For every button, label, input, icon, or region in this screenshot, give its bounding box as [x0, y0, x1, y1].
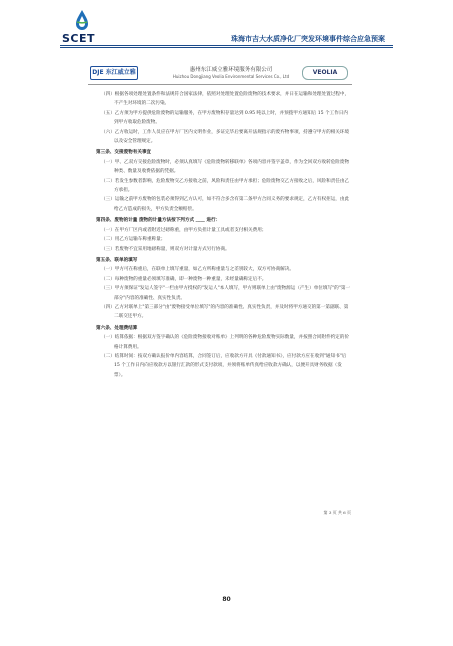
document-title: 珠海市吉大水质净化厂突发环境事件综合应急预案 — [231, 35, 385, 43]
clause-paragraph: （三）若废物不宜采用地磅称量，则双方对计量方式另行协商。 — [101, 246, 230, 252]
page-number: 80 — [222, 596, 231, 603]
section-heading: 第六条、处理费结算 — [96, 325, 138, 331]
clause-paragraph: （一）甲、乙双方交接危险废物时，必须认真填写《危险废物转移联单》各项内容并签字盖章，作为全回双方收转危险废物种类、数量及收费依据的凭据。 — [101, 159, 350, 175]
header-divider — [60, 45, 393, 46]
clause-paragraph: （一）在甲方厂区内或者附近过磅称重，由甲方负担计量工具或者支付相关费用； — [101, 227, 267, 233]
clause-paragraph: （二）结算时间：按双方确认报价单内容结算，合同签订后，应收款方开具《付款通知书》，应付款方应在收到"通知书"后 15 个工作日内向应收款方以银行汇款的形式支付款项，并须将账单传真给应收款方确认，以便开具财务收据（发票）。 — [101, 353, 347, 378]
clause-paragraph: （四）乙方对联单上"第三部分"由"废物接受单位填写"的内容的准确性、真实性负责，并及时将甲方通交的第一第副联、第二联交还甲方。 — [101, 304, 349, 320]
company-name-en: Huizhou Dongjiang Veolia Environmental Services Co., Ltd — [172, 74, 290, 79]
section-heading: 第五条、联单的填写 — [96, 257, 138, 263]
clause-paragraph: （四）根据各项处理处置条件和法规符合国家法律，依照对处理处置危险废物的技术要求，并日在运输和处理处置过程中，不产生对环境的二次污染。 — [101, 92, 350, 107]
clause-paragraph: （二）用乙方运输车称重称量； — [101, 237, 166, 243]
dje-logo: DJE 东江威立雅 — [90, 66, 138, 80]
letterhead-company — [166, 65, 296, 79]
clause-paragraph: （三）运输之前甲方废物的包装必须得到乙方认可，如不符合多含有第二条甲方合同义务的要求规定，乙方有权拒运，由此给乙方造成的损失，甲方负责全额赔偿。 — [101, 197, 350, 212]
clause-paragraph: （六）乙方收运时，工作人员应在甲方厂区内文明作业，多证完毕后要离开法规指示的废弃物事项，持遵守甲方的相关环境以及安全管理规定。 — [101, 129, 350, 145]
section-heading: 第四条、废物的计量 废物的计量方法按下列方式 ____ 进行： — [96, 218, 221, 224]
logo-text: SCET — [62, 32, 96, 45]
company-name-cn: 惠州东江威立雅环境服务有限公司 — [189, 67, 273, 73]
clause-paragraph: （五）乙方须为甲方提供危险废物的运输服务，在甲方废物积存量达到 0.95 吨以上时，并预拨甲方通知后 15 个工作日内到甲方收取危险废物。 — [101, 110, 349, 126]
water-drop-icon — [74, 10, 90, 32]
contract-body — [96, 90, 352, 380]
header-divider-secondary — [60, 47, 393, 48]
company-letterhead — [88, 62, 352, 85]
clause-paragraph: （三）甲方须保证"发运人签字"一栏由甲方授权的"发运人"本人填写，甲方则联单上由"废物源运（产生）单位填写"的"第一部分"内容的准确性、真实性负责。 — [101, 286, 351, 301]
page-indicator: 第 3 页 共 6 页 — [323, 510, 351, 515]
clause-paragraph: （二）若发生参数者影响，危险废物交乙方接收之前，风险和责任由甲方承担；危险废物交乙方接收之后，风险和责任由乙方承担。 — [101, 178, 350, 194]
scet-logo — [62, 10, 102, 46]
clause-paragraph: （一）甲方可在称重后，在联单上填写重量，如乙方所称重量与之差别较大，双方可协商解决。 — [101, 267, 294, 273]
section-heading: 第三条、交接废物有关事宜 — [96, 150, 152, 156]
veolia-logo: VEOLIA — [302, 66, 348, 80]
clause-paragraph: （一）结算依据：根据双方签字确认的《危险废物接收对账单》上列明的各种危险废物实际数量，并按照合同附件约定的价格计算费用。 — [101, 335, 350, 350]
clause-paragraph: （二）每种废物的重量必须填写准确，即一种废物一种重量，未经量确称定后不。 — [101, 276, 267, 282]
